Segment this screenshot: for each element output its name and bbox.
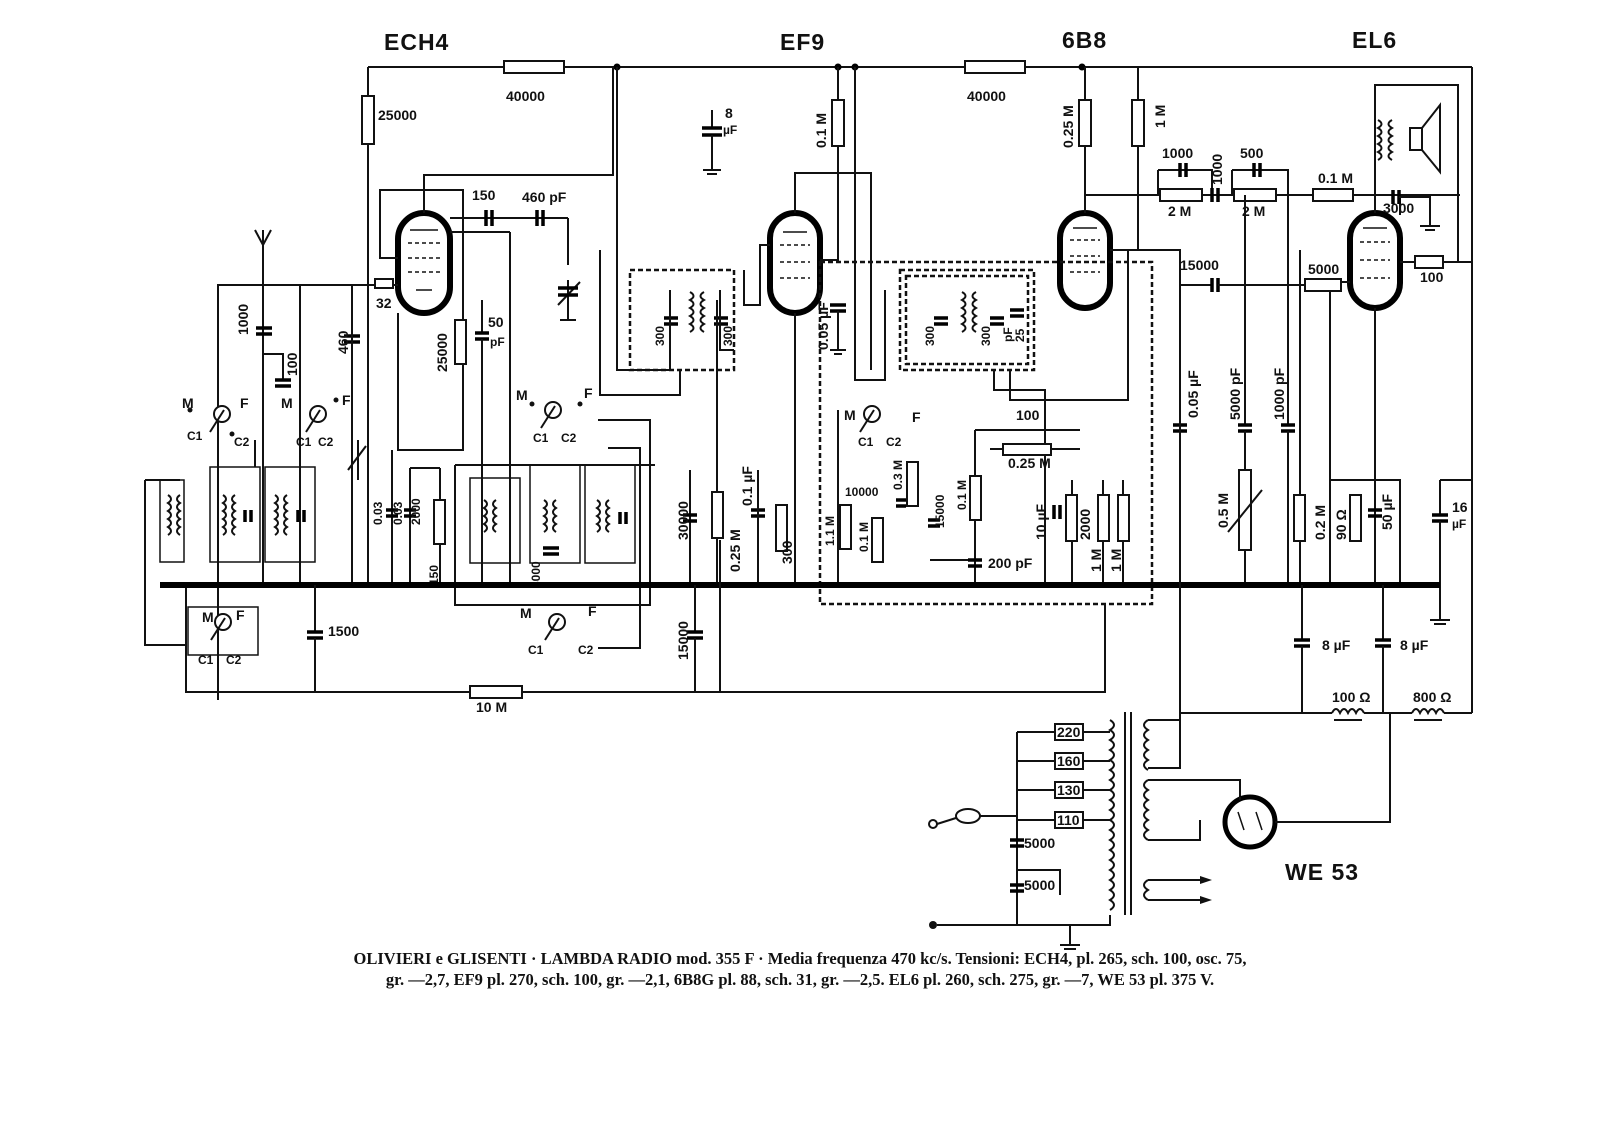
- capacitor-8uf-top: [702, 110, 722, 174]
- label-15000-b: 15000: [933, 494, 947, 528]
- resistor-100-el6: [1415, 256, 1443, 268]
- label-150: 150: [472, 187, 496, 203]
- coil-group-left: [145, 440, 315, 645]
- label-500: 500: [1240, 145, 1264, 161]
- label-100-ant: 100: [284, 352, 300, 376]
- resistor-32: [375, 279, 393, 288]
- resistor-40000-b: [965, 61, 1025, 73]
- mains-plug-icon: [929, 915, 1110, 949]
- label-11m: 1.1 M: [823, 515, 837, 546]
- switch-5-m: M: [520, 605, 532, 621]
- label-01m-ef9: 0.1 M: [813, 112, 829, 148]
- label-25000-top: 25000: [378, 107, 417, 123]
- capacitor-15000: [1180, 278, 1305, 292]
- resistor-01m-ef9: [832, 100, 844, 146]
- label-10m: 10 M: [476, 699, 508, 715]
- label-if-300-c: 300: [923, 325, 937, 346]
- tap-130: 130: [1057, 782, 1081, 798]
- resistor-1m-6b8: [1132, 100, 1144, 146]
- label-5000-b: 5000: [1024, 877, 1056, 893]
- resistor-5000: [1305, 279, 1341, 291]
- label-1500: 1500: [328, 623, 360, 639]
- label-1m-b: 1 M: [1108, 548, 1124, 572]
- label-if-300-d: 300: [979, 325, 993, 346]
- switch-3-f: F: [584, 385, 593, 401]
- label-5000: 5000: [1308, 261, 1340, 277]
- wavechange-switch-3: [530, 402, 583, 429]
- switch-5-c1: C1: [528, 643, 544, 657]
- switch-2-c2: C2: [318, 435, 334, 449]
- label-1000-ant: 1000: [235, 303, 251, 335]
- schematic-caption: [150, 948, 1450, 990]
- tube-el6: [1350, 213, 1400, 308]
- resistor-025m-6b8: [1079, 100, 1091, 146]
- resistor-01m-el6: [1313, 189, 1353, 201]
- label-01m-a: 0.1 M: [857, 521, 871, 552]
- mains-switch-icon: [929, 809, 1017, 828]
- capacitor-005uf-ef9: [830, 305, 846, 354]
- resistor-40000-a: [504, 61, 564, 73]
- resistor-10m: [470, 686, 522, 698]
- tube-label-6b8: 6B8: [1062, 27, 1108, 53]
- label-8uf-b: 8 µF: [1400, 637, 1429, 653]
- tube-label-ef9: EF9: [780, 29, 826, 55]
- caption-line-1: OLIVIERI e GLISENTI · LAMBDA RADIO mod. 355 F · Media frequenza 470 kc/s. Tensioni: ECH4, pl. 265, sch. 100, osc. 75,: [353, 949, 1247, 968]
- label-25pf: 25: [1013, 328, 1027, 342]
- label-800-ohm-choke: 800 Ω: [1413, 689, 1452, 705]
- caption-line-2: gr. —2,7, EF9 pl. 270, sch. 100, gr. —2,1, 6B8G pl. 88, sch. 31, gr. —2,5. EL6 pl. 260, sch. 275, gr. —7, WE 53 pl. 375 V.: [385, 970, 1215, 989]
- if-shield-2-inner: [906, 276, 1028, 364]
- resistor-25000-grid: [455, 320, 466, 364]
- label-5000pf: 5000 pF: [1227, 367, 1243, 420]
- label-005uf-b: 0.05 µF: [1185, 370, 1201, 418]
- switch-4-f: F: [236, 607, 245, 623]
- label-025m-a: 0.25 M: [727, 529, 743, 572]
- switch-3-c2: C2: [561, 431, 577, 445]
- label-16uf: 16: [1452, 499, 1468, 515]
- switch-5-f: F: [588, 603, 597, 619]
- label-90: 90 Ω: [1333, 509, 1349, 540]
- label-25000-grid: 25000: [434, 333, 450, 372]
- label-1m-a: 1 M: [1088, 548, 1104, 572]
- if-transformer-1: [600, 67, 734, 395]
- antenna-icon: [255, 230, 271, 585]
- label-01uf: 0.1 µF: [739, 466, 755, 506]
- label-if-300-b: 300: [721, 325, 735, 346]
- label-150-res: 150: [427, 564, 441, 585]
- label-16uf-unit: µF: [1452, 517, 1467, 531]
- ht-rail: [368, 64, 1472, 714]
- label-8uf-top: 8: [725, 105, 733, 121]
- label-100-b: 100: [1016, 407, 1040, 423]
- switch-4-c1: C1: [198, 653, 214, 667]
- label-1000-a: 1000: [1162, 145, 1194, 161]
- if-shield-2: [900, 270, 1034, 370]
- wavechange-switch-5: [545, 614, 565, 640]
- tap-220: 220: [1057, 724, 1081, 740]
- label-8uf-a: 8 µF: [1322, 637, 1351, 653]
- label-15000: 15000: [1180, 257, 1219, 273]
- switch-6-f: F: [912, 409, 921, 425]
- label-025m-b: 0.25 M: [1008, 455, 1051, 471]
- label-100-el6: 100: [1420, 269, 1444, 285]
- capacitor-1500: [307, 585, 323, 692]
- label-2m-a: 2 M: [1168, 203, 1192, 219]
- label-10uf: 10 µF: [1033, 503, 1049, 540]
- filter-chokes: [1180, 709, 1472, 720]
- label-15000-c: 15000: [675, 621, 691, 660]
- label-1000-b: 1000: [1209, 153, 1225, 185]
- avc-line: [186, 540, 1105, 692]
- switch-1-c2: C2: [234, 435, 250, 449]
- label-2m-b: 2 M: [1242, 203, 1266, 219]
- volume-pot: [1228, 470, 1262, 585]
- label-25pf-unit: pF: [1001, 327, 1015, 342]
- switch-1-m: M: [182, 395, 194, 411]
- label-50-unit: pF: [490, 335, 505, 349]
- label-40000-b: 40000: [967, 88, 1006, 104]
- label-01m-b: 0.1 M: [955, 479, 969, 510]
- switch-4-c2: C2: [226, 653, 242, 667]
- label-30000: 30000: [675, 501, 691, 540]
- label-2000-a: 2000: [409, 498, 423, 525]
- tube-label-el6: EL6: [1352, 27, 1398, 53]
- wavechange-switch-2: [306, 398, 339, 433]
- switch-3-c1: C1: [533, 431, 549, 445]
- label-3000: 3000: [1383, 200, 1415, 216]
- tap-160: 160: [1057, 753, 1081, 769]
- switch-6-m: M: [844, 407, 856, 423]
- label-460pf: 460 pF: [522, 189, 567, 205]
- tube-6b8: [1060, 213, 1110, 308]
- switch-4-m: M: [202, 609, 214, 625]
- switch-6-c1: C1: [858, 435, 874, 449]
- switch-1-c1: C1: [187, 429, 203, 443]
- tube-ef9: [770, 213, 820, 313]
- wavechange-switch-4: [211, 614, 231, 640]
- label-if-300-a: 300: [653, 325, 667, 346]
- tube-ech4: [398, 213, 450, 313]
- label-50: 50: [488, 314, 504, 330]
- rectifier-we53: [1225, 713, 1390, 847]
- label-2000-b: 2000: [1077, 508, 1093, 540]
- label-003-a: 0.03: [371, 501, 385, 525]
- label-03m: 0.3 M: [891, 459, 905, 490]
- wavechange-switch-6: [860, 406, 880, 432]
- label-003-b: 0.03: [391, 501, 405, 525]
- label-005uf-ef9: 0.05 µF: [815, 302, 831, 350]
- label-460: 460: [335, 330, 351, 354]
- label-1000pf: 1000 pF: [1271, 367, 1287, 420]
- capacitor-460pf: [537, 210, 580, 320]
- label-025m-6b8: 0.25 M: [1060, 105, 1076, 148]
- switch-2-m: M: [281, 395, 293, 411]
- label-200pf: 200 pF: [988, 555, 1033, 571]
- label-5000-a: 5000: [1024, 835, 1056, 851]
- switch-6-c2: C2: [886, 435, 902, 449]
- switch-5-c2: C2: [578, 643, 594, 657]
- label-10000: 10000: [845, 485, 879, 499]
- label-8uf-top-unit: µF: [723, 123, 738, 137]
- tube-label-we53: WE 53: [1285, 859, 1360, 885]
- label-40000-a: 40000: [506, 88, 545, 104]
- label-02m: 0.2 M: [1312, 504, 1328, 540]
- if-shield-1: [630, 270, 734, 370]
- tube-label-ech4: ECH4: [384, 29, 450, 55]
- label-100-ohm-choke: 100 Ω: [1332, 689, 1371, 705]
- label-32: 32: [376, 295, 392, 311]
- label-3000-b: 3000: [529, 561, 543, 588]
- resistor-25000-top: [362, 96, 374, 144]
- capacitor-50pf: [475, 300, 489, 585]
- label-05m: 0.5 M: [1215, 492, 1231, 528]
- tap-110: 110: [1057, 812, 1080, 828]
- switch-1-f: F: [240, 395, 249, 411]
- switch-2-f: F: [342, 392, 351, 408]
- label-50uf: 50 µF: [1379, 493, 1395, 530]
- label-300: 300: [779, 540, 795, 564]
- label-01m-el6: 0.1 M: [1318, 170, 1354, 186]
- switch-2-c1: C1: [296, 435, 312, 449]
- switch-3-m: M: [516, 387, 528, 403]
- label-1m-6b8: 1 M: [1152, 104, 1168, 128]
